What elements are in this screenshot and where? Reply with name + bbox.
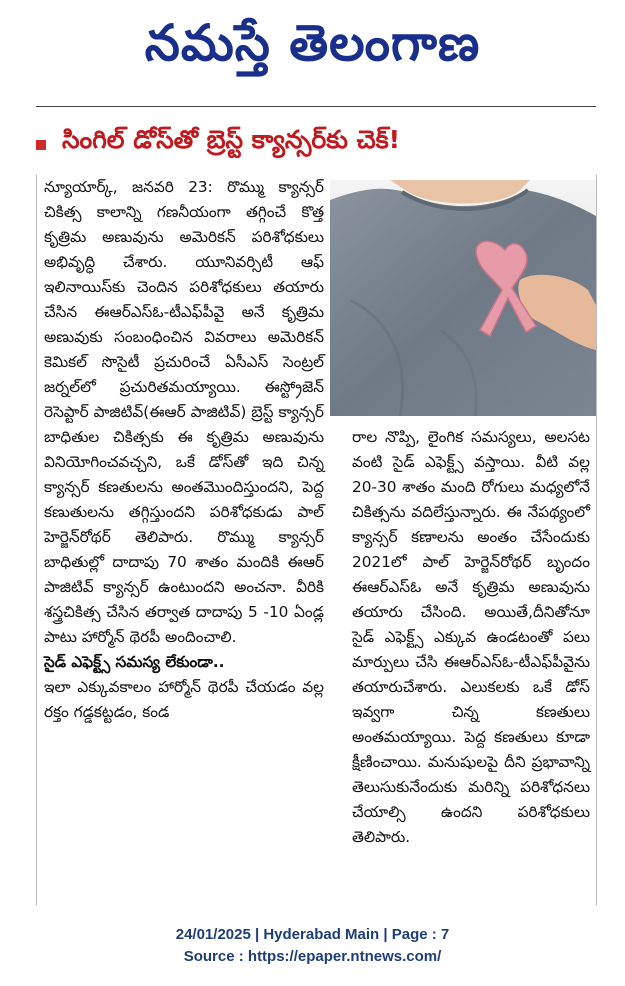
- right-column-rule: [596, 175, 597, 905]
- article-headline: సింగిల్ డోస్‌తో బ్రెస్ట్ క్యాన్సర్‌కు చెక్!: [62, 125, 401, 154]
- article-body-left-continued: ఇలా ఎక్కువకాలం హార్మోన్ థెరపీ చేయడం వల్ల రక్తం గడ్డకట్టడం, కండ: [44, 678, 324, 721]
- headline-bullet-icon: [36, 140, 46, 150]
- article-subhead: సైడ్ ఎఫెక్ట్స్ సమస్య లేకుండా..: [44, 653, 225, 671]
- page-footer: [0, 924, 625, 968]
- pink-ribbon-photo-icon: [330, 180, 596, 416]
- top-rule: [36, 106, 596, 107]
- article-body-right: రాల నొప్పి, లైంగిక సమస్యలు, అలసట వంటి సైడ్ ఎఫెక్ట్స్ వస్తాయి. వీటి వల్ల 20-30 శాతం మంది రోగులు మధ్యలోనే చికిత్సను వదిలేస్తున్నారు. ఈ నేపథ్యంలో క్యాన్సర్ కణాలను అంతం చేసేందుకు 2021లో పాల్ హెర్జెన్‌రోథర్ బృందం ఈఆర్ఎస్ఓ అనే కృత్రిమ అణువును తయారు చేసింది. అయితే,దీనితోనూ సైడ్ ఎఫెక్ట్స్ ఎక్కువ ఉండటంతో పలు మార్పులు చేసి ఈఆర్ఎస్ఓ-టీఎఫ్‌పీవైను తయారుచేశారు. ఎలుకలకు ఒకే డోస్ ఇవ్వగా చిన్న కణతులు అంతమయ్యాయి. పెద్ద కణతులు కూడా క్షీణించాయి. మనుషులపై దీని ప్రభావాన్ని తెలుసుకునేందుకు మరిన్ని పరిశోధనలు చేయాల్సి ఉందని పరిశోధకులు తెలిపారు.: [352, 428, 590, 846]
- article-column-right: [352, 425, 590, 895]
- article-photo: [330, 180, 596, 416]
- article-column-left: [44, 175, 324, 895]
- headline-row: [36, 118, 596, 162]
- footer-source-link[interactable]: Source : https://epaper.ntnews.com/: [183, 948, 442, 965]
- left-column-rule: [36, 175, 37, 905]
- article-body-left: న్యూయార్క్, జనవరి 23: రొమ్ము క్యాన్సర్ చికిత్స కాలాన్ని గణనీయంగా తగ్గించే కొత్త కృత్రిమ అణువును అమెరికన్ పరిశోధకులు అభివృద్ధి చేశారు. యూనివర్సిటీ ఆఫ్ ఇలినాయిస్‌కు చెందిన పరిశోధకులు తయారు చేసిన ఈఆర్ఎస్ఓ-టీఎఫ్‌పీవై అనే కృత్రిమ అణువుకు సంబంధించిన వివరాలు అమెరికన్ కెమికల్ సొసైటీ ప్రచురించే ఏసీఎస్ సెంట్రల్ జర్నల్‌లో ప్రచురితమయ్యాయి. ఈస్ట్రోజెన్ రెసెప్టార్ పాజిటివ్(ఈఆర్ పాజిటివ్) బ్రెస్ట్ క్యాన్సర్ బాధితుల చికిత్సకు ఈ కృత్రిమ అణువును వినియోగించవచ్చని, ఒకే డోస్‌తో ఇది చిన్న క్యాన్సర్ కణతులను అంతమొందిస్తుందని, పెద్ద కణుతులను తగ్గిస్తుందని పరిశోధకుడు పాల్ హెర్జెన్‌రోథర్ తెలిపారు. రొమ్ము క్యాన్సర్ బాధితుల్లో దాదాపు 70 శాతం మందికి ఈఆర్ పాజిటివ్ క్యాన్సర్ ఉంటుందని అంచనా. వీరికి శస్త్రచికిత్స చేసిన తర్వాత దాదాపు 5 -10 ఏండ్ల పాటు హార్మోన్ థెరపీ అందించాలి.: [44, 178, 324, 646]
- masthead-title: నమస్తే తెలంగాణ: [144, 14, 481, 72]
- footer-edition-info: 24/01/2025 | Hyderabad Main | Page : 7: [175, 926, 450, 943]
